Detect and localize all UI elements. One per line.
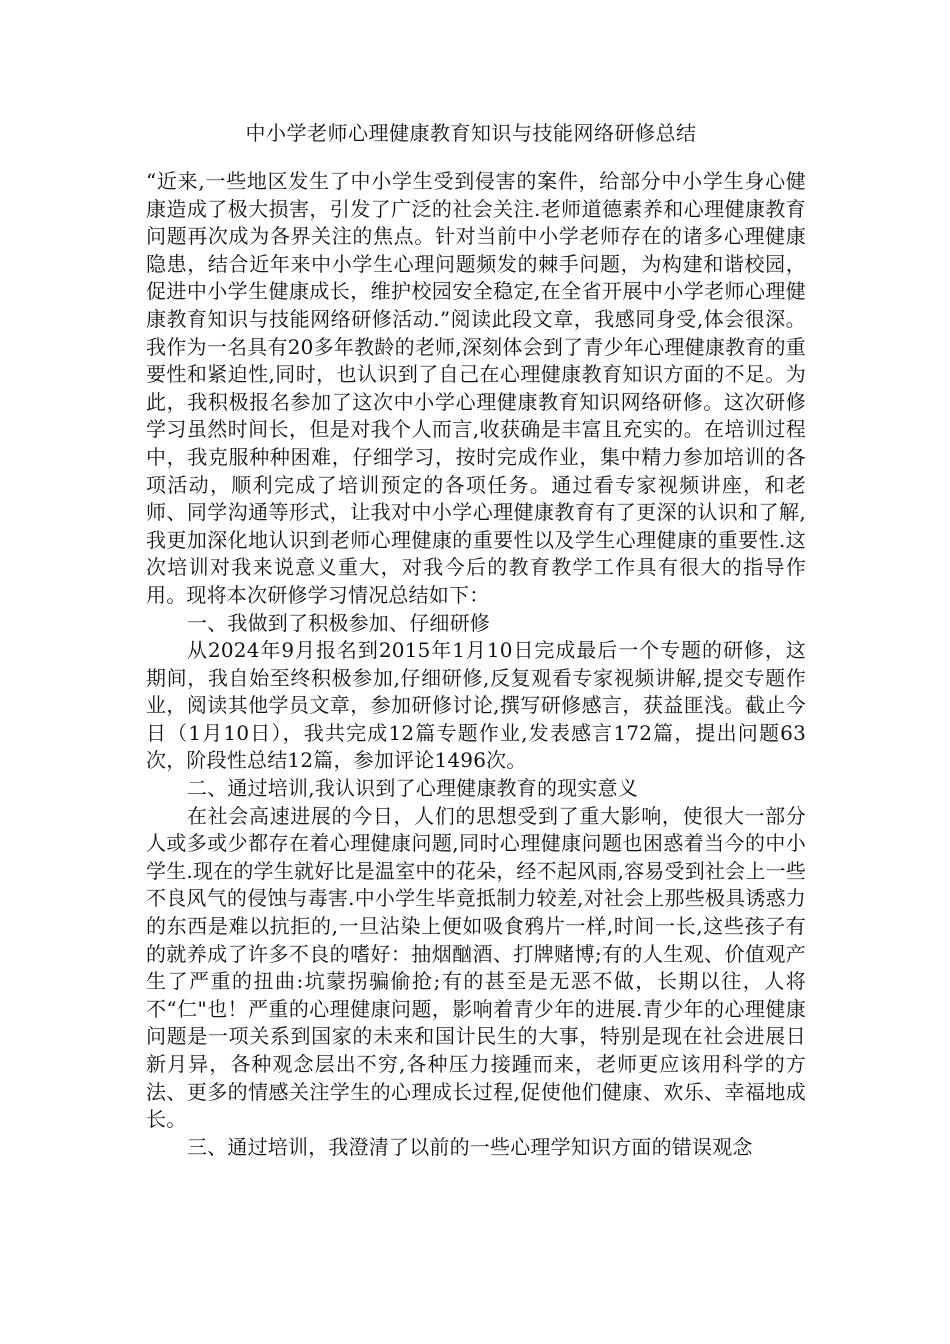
intro-paragraph: “近来,一些地区发生了中小学生受到侵害的案件，给部分中小学生身心健康造成了极大损害，引发了广泛的社会关注.老师道德素养和心理健康教育问题再次成为各界关注的焦点。针对当前中小学老师存在的诸多心理健康隐患，结合近年来中小学生心理问题频发的棘手问题，为构建和谐校园，促进中小学生健康成长，维护校园安全稳定,在全省开展中小学老师心理健康教育知识与技能网络研修活动.”阅读此段文章，我感同身受,体会很深。我作为一名具有20多年教龄的老师,深刻体会到了青少年心理健康教育的重要性和紧迫性,同时，也认识到了自己在心理健康教育知识方面的不足。为此，我积极报名参加了这次中小学心理健康教育知识网络研修。这次研修学习虽然时间长，但是对我个人而言,收获确是丰富且充实的。在培训过程中，我克服种种困难，仔细学习，按时完成作业，集中精力参加培训的各项活动，顺利完成了培训预定的各项任务。通过看专家视频讲座，和老师、同学沟通等形式，让我对中小学心理健康教育有了更深的认识和了解,我更加深化地认识到老师心理健康的重要性以及学生心理健康的重要性.这次培训对我来说意义重大，对我今后的教育教学工作具有很大的指导作用。现将本次研修学习情况总结如下： xyxy=(146,169,806,607)
section-heading-1: 一、我做到了积极参加、仔细研修 xyxy=(187,610,490,635)
section-1-paragraph: 从2024年9月报名到2015年1月10日完成最后一个专题的研修，这期间，我自始至终积极参加,仔细研修,反复观看专家视频讲解,提交专题作业，阅读其他学员文章，参加研修讨论,撰写研修感言，获益匪浅。截止今日（1月10日），我共完成12篇专题作业,发表感言172篇，提出问题63次，阶段性总结12篇，参加评论1496次。 xyxy=(146,638,806,773)
section-heading-2: 二、通过培训,我认识到了心理健康教育的现实意义 xyxy=(187,776,638,801)
document-page xyxy=(146,118,806,1161)
section-2-paragraph: 在社会高速进展的今日，人们的思想受到了重大影响，使很大一部分人或多或少都存在着心理健康问题,同时心理健康问题也困惑着当今的中小学生.现在的学生就好比是温室中的花朵，经不起风雨,容易受到社会上一些不良风气的侵蚀与毒害.中小学生毕竟抵制力较差,对社会上那些极具诱惑力的东西是难以抗拒的,一旦沾染上便如吸食鸦片一样,时间一长,这些孩子有的就养成了许多不良的嗜好：抽烟酗酒、打牌赌博;有的人生观、价值观产生了严重的扭曲:坑蒙拐骗偷抢;有的甚至是无恶不做，长期以往，人将不“仁"也！严重的心理健康问题，影响着青少年的进展.青少年的心理健康问题是一项关系到国家的未来和国计民生的大事，特别是现在社会进展日新月异，各种观念层出不穷,各种压力接踵而来，老师更应该用科学的方法、更多的情感关注学生的心理成长过程,促使他们健康、欢乐、幸福地成长。 xyxy=(146,803,806,1132)
section-heading-3: 三、通过培训，我澄清了以前的一些心理学知识方面的错误观念 xyxy=(187,1134,753,1159)
document-title: 中小学老师心理健康教育知识与技能网络研修总结 xyxy=(245,121,697,145)
